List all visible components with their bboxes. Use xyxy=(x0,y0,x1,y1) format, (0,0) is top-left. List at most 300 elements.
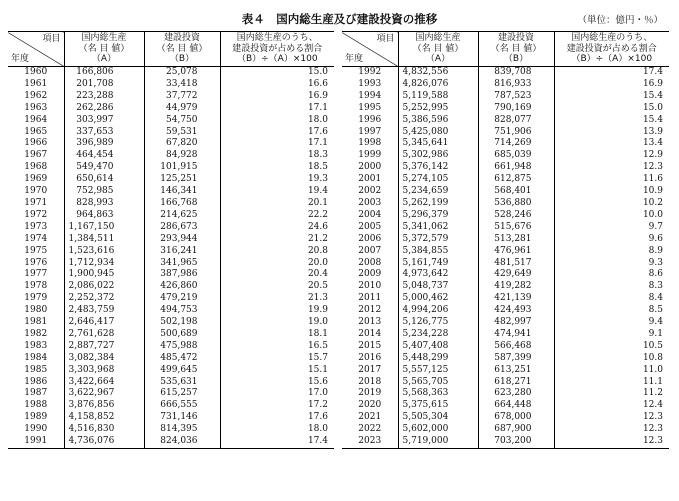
table-row xyxy=(8,365,334,377)
gdp-cell: 3,876,856 xyxy=(64,400,144,412)
investment-cell: 500,689 xyxy=(144,329,220,341)
investment-cell: 387,986 xyxy=(144,269,220,281)
year-cell: 2022 xyxy=(358,424,382,435)
table-left-body xyxy=(8,67,334,449)
year-cell: 1960 xyxy=(24,67,48,77)
investment-cell: 424,493 xyxy=(478,305,554,317)
investment-cell: 828,077 xyxy=(478,115,554,127)
investment-cell: 341,965 xyxy=(144,258,220,270)
header-share-line3: （B）÷（A）×100 xyxy=(571,54,653,65)
share-cell: 19.0 xyxy=(220,317,334,329)
investment-cell: 494,753 xyxy=(144,305,220,317)
table-row xyxy=(8,127,334,139)
table-right-body xyxy=(342,67,669,449)
year-cell: 2002 xyxy=(358,186,382,197)
investment-cell: 824,036 xyxy=(144,436,220,448)
header-gdp-line3: （A） xyxy=(91,54,117,65)
table-row xyxy=(8,186,334,198)
investment-cell: 515,676 xyxy=(478,222,554,234)
gdp-cell: 5,302,986 xyxy=(398,150,478,162)
investment-cell: 429,649 xyxy=(478,269,554,281)
share-cell: 17.2 xyxy=(220,400,334,412)
table-row xyxy=(8,222,334,234)
year-cell: 1992 xyxy=(358,67,382,77)
header-inv-line3: （B） xyxy=(503,54,529,65)
share-cell: 15.7 xyxy=(220,353,334,365)
investment-cell: 166,768 xyxy=(144,198,220,210)
share-cell: 15.4 xyxy=(554,115,669,127)
table-row xyxy=(8,412,334,424)
investment-cell: 814,395 xyxy=(144,424,220,436)
share-cell: 16.9 xyxy=(220,91,334,103)
share-cell: 9.7 xyxy=(554,222,669,234)
header-share-line2: 建設投資が占める割合 xyxy=(232,43,323,54)
gdp-cell: 650,614 xyxy=(64,174,144,186)
gdp-cell: 3,622,967 xyxy=(64,388,144,400)
investment-cell: 44,979 xyxy=(144,103,220,115)
investment-cell: 816,933 xyxy=(478,79,554,91)
share-cell: 22.2 xyxy=(220,210,334,222)
investment-cell: 666,555 xyxy=(144,400,220,412)
header-share-line3: （B）÷（A）×100 xyxy=(236,54,318,65)
year-cell: 1997 xyxy=(358,126,382,137)
investment-cell: 59,531 xyxy=(144,127,220,139)
table-row xyxy=(342,67,669,79)
year-cell: 1982 xyxy=(24,328,48,339)
gdp-cell: 3,303,968 xyxy=(64,365,144,377)
year-cell: 2010 xyxy=(358,281,382,292)
year-cell: 2011 xyxy=(358,293,382,304)
investment-cell: 476,961 xyxy=(478,246,554,258)
table-row xyxy=(342,150,669,162)
gdp-cell: 828,993 xyxy=(64,198,144,210)
gdp-cell: 262,286 xyxy=(64,103,144,115)
investment-cell: 485,472 xyxy=(144,353,220,365)
table-row xyxy=(8,400,334,412)
table-row xyxy=(342,258,669,270)
share-cell: 10.5 xyxy=(554,341,669,353)
share-cell: 9.4 xyxy=(554,317,669,329)
year-cell: 1971 xyxy=(24,197,48,208)
gdp-cell: 201,708 xyxy=(64,79,144,91)
gdp-cell: 549,470 xyxy=(64,162,144,174)
table-row xyxy=(8,79,334,91)
year-cell: 1965 xyxy=(24,126,48,137)
investment-cell: 751,906 xyxy=(478,127,554,139)
table-row xyxy=(8,198,334,210)
header-gdp xyxy=(398,32,478,67)
year-cell: 2003 xyxy=(358,197,382,208)
gdp-cell: 1,384,511 xyxy=(64,234,144,246)
header-share xyxy=(554,32,669,67)
share-cell: 18.0 xyxy=(220,424,334,436)
share-cell: 10.8 xyxy=(554,353,669,365)
share-cell: 19.3 xyxy=(220,174,334,186)
gdp-cell: 5,565,705 xyxy=(398,377,478,389)
table-row xyxy=(342,377,669,389)
investment-cell: 54,750 xyxy=(144,115,220,127)
header-share-line1: 国内総生産のうち、 xyxy=(571,33,653,44)
year-cell: 1975 xyxy=(24,245,48,256)
share-cell: 8.5 xyxy=(554,305,669,317)
table-row xyxy=(342,305,669,317)
investment-cell: 615,257 xyxy=(144,388,220,400)
table-row xyxy=(8,317,334,329)
gdp-cell: 5,448,299 xyxy=(398,353,478,365)
table-row xyxy=(342,186,669,198)
gdp-cell: 5,719,000 xyxy=(398,436,478,448)
share-cell: 18.5 xyxy=(220,162,334,174)
table-row xyxy=(342,138,669,150)
year-cell: 1969 xyxy=(24,174,48,185)
share-cell: 12.3 xyxy=(554,412,669,424)
table-row xyxy=(342,234,669,246)
table-row xyxy=(8,436,334,448)
table-row xyxy=(8,353,334,365)
year-cell: 1967 xyxy=(24,150,48,161)
gdp-cell: 5,602,000 xyxy=(398,424,478,436)
table-row xyxy=(8,258,334,270)
investment-cell: 101,915 xyxy=(144,162,220,174)
table-row xyxy=(342,400,669,412)
year-cell: 1980 xyxy=(24,305,48,316)
year-cell: 1976 xyxy=(24,257,48,268)
share-cell: 8.6 xyxy=(554,269,669,281)
year-cell: 2015 xyxy=(358,340,382,351)
gdp-cell: 4,832,556 xyxy=(398,67,478,79)
table-row xyxy=(342,198,669,210)
year-cell: 1994 xyxy=(358,90,382,101)
year-cell: 2005 xyxy=(358,221,382,232)
gdp-cell: 5,568,363 xyxy=(398,388,478,400)
investment-cell: 714,269 xyxy=(478,138,554,150)
gdp-cell: 303,997 xyxy=(64,115,144,127)
table-row xyxy=(342,424,669,436)
gdp-cell: 5,262,199 xyxy=(398,198,478,210)
share-cell: 17.1 xyxy=(220,103,334,115)
investment-cell: 426,860 xyxy=(144,281,220,293)
year-cell: 2012 xyxy=(358,305,382,316)
investment-cell: 286,673 xyxy=(144,222,220,234)
share-cell: 17.4 xyxy=(554,67,669,79)
share-cell: 20.4 xyxy=(220,269,334,281)
year-cell: 1991 xyxy=(24,436,48,447)
table-row xyxy=(342,365,669,377)
share-cell: 16.9 xyxy=(554,79,669,91)
gdp-cell: 4,736,076 xyxy=(64,436,144,448)
year-cell: 1964 xyxy=(24,114,48,125)
year-cell: 1972 xyxy=(24,209,48,220)
gdp-cell: 223,288 xyxy=(64,91,144,103)
table-row xyxy=(8,67,334,79)
header-item-label: 項目 xyxy=(376,34,395,44)
share-cell: 11.2 xyxy=(554,388,669,400)
year-cell: 2017 xyxy=(358,364,382,375)
table-row xyxy=(8,150,334,162)
gdp-cell: 5,384,855 xyxy=(398,246,478,258)
table-row xyxy=(8,341,334,353)
gdp-cell: 4,516,830 xyxy=(64,424,144,436)
gdp-cell: 337,653 xyxy=(64,127,144,139)
year-cell: 1961 xyxy=(24,78,48,89)
header-year-label: 年度 xyxy=(345,53,364,64)
investment-cell: 568,401 xyxy=(478,186,554,198)
table-row xyxy=(8,329,334,341)
investment-cell: 612,875 xyxy=(478,174,554,186)
header-inv-line2: （名 目 値） xyxy=(156,43,208,54)
header-item-year xyxy=(8,32,64,67)
year-cell: 2004 xyxy=(358,209,382,220)
gdp-cell: 5,234,228 xyxy=(398,329,478,341)
unit-note: （単位：億円・％） xyxy=(577,15,663,26)
share-cell: 8.9 xyxy=(554,246,669,258)
gdp-cell: 1,523,616 xyxy=(64,246,144,258)
table-right xyxy=(342,31,669,449)
table-row xyxy=(342,353,669,365)
table-row xyxy=(8,174,334,186)
header-share-line1: 国内総生産のうち、 xyxy=(236,33,318,44)
investment-cell: 661,948 xyxy=(478,162,554,174)
gdp-cell: 964,863 xyxy=(64,210,144,222)
investment-cell: 587,399 xyxy=(478,353,554,365)
year-cell: 2014 xyxy=(358,328,382,339)
year-cell: 1984 xyxy=(24,352,48,363)
gdp-cell: 2,761,628 xyxy=(64,329,144,341)
header-gdp xyxy=(64,32,144,67)
table-row xyxy=(342,162,669,174)
table-row xyxy=(342,281,669,293)
year-cell: 1981 xyxy=(24,317,48,328)
table-row xyxy=(8,115,334,127)
investment-cell: 678,000 xyxy=(478,412,554,424)
investment-cell: 787,523 xyxy=(478,91,554,103)
gdp-cell: 5,234,659 xyxy=(398,186,478,198)
table-row xyxy=(342,79,669,91)
table-row xyxy=(342,293,669,305)
year-cell: 2018 xyxy=(358,376,382,387)
year-cell: 2016 xyxy=(358,352,382,363)
investment-cell: 513,281 xyxy=(478,234,554,246)
gdp-cell: 2,646,417 xyxy=(64,317,144,329)
share-cell: 20.5 xyxy=(220,281,334,293)
investment-cell: 84,928 xyxy=(144,150,220,162)
investment-cell: 685,039 xyxy=(478,150,554,162)
header-inv-line3: （B） xyxy=(169,54,195,65)
year-cell: 2019 xyxy=(358,388,382,399)
share-cell: 11.1 xyxy=(554,377,669,389)
share-cell: 18.3 xyxy=(220,150,334,162)
year-cell: 1970 xyxy=(24,186,48,197)
gdp-cell: 5,557,125 xyxy=(398,365,478,377)
share-cell: 9.1 xyxy=(554,329,669,341)
share-cell: 20.1 xyxy=(220,198,334,210)
share-cell: 18.1 xyxy=(220,329,334,341)
investment-cell: 475,988 xyxy=(144,341,220,353)
year-cell: 1974 xyxy=(24,233,48,244)
share-cell: 17.6 xyxy=(220,127,334,139)
year-cell: 1985 xyxy=(24,364,48,375)
share-cell: 18.0 xyxy=(220,115,334,127)
share-cell: 13.4 xyxy=(554,138,669,150)
year-cell: 1962 xyxy=(24,90,48,101)
year-cell: 2009 xyxy=(358,269,382,280)
investment-cell: 481,517 xyxy=(478,258,554,270)
year-cell: 2020 xyxy=(358,400,382,411)
table-row xyxy=(8,210,334,222)
year-cell: 2021 xyxy=(358,412,382,423)
year-cell: 1968 xyxy=(24,162,48,173)
year-cell: 1986 xyxy=(24,376,48,387)
gdp-cell: 5,000,462 xyxy=(398,293,478,305)
investment-cell: 25,078 xyxy=(144,67,220,79)
investment-cell: 790,169 xyxy=(478,103,554,115)
table-row xyxy=(342,91,669,103)
share-cell: 19.9 xyxy=(220,305,334,317)
investment-cell: 316,241 xyxy=(144,246,220,258)
investment-cell: 421,139 xyxy=(478,293,554,305)
investment-cell: 536,880 xyxy=(478,198,554,210)
table-row xyxy=(342,222,669,234)
year-cell: 1988 xyxy=(24,400,48,411)
investment-cell: 67,820 xyxy=(144,138,220,150)
gdp-cell: 5,341,062 xyxy=(398,222,478,234)
header-item-year xyxy=(342,32,398,67)
investment-cell: 146,341 xyxy=(144,186,220,198)
year-cell: 1998 xyxy=(358,138,382,149)
investment-cell: 33,418 xyxy=(144,79,220,91)
share-cell: 10.0 xyxy=(554,210,669,222)
share-cell: 17.4 xyxy=(220,436,334,448)
header-inv-line2: （名 目 値） xyxy=(490,43,542,54)
share-cell: 19.4 xyxy=(220,186,334,198)
year-cell: 1978 xyxy=(24,281,48,292)
year-cell: 1987 xyxy=(24,388,48,399)
gdp-cell: 5,296,379 xyxy=(398,210,478,222)
investment-cell: 214,625 xyxy=(144,210,220,222)
gdp-cell: 5,048,737 xyxy=(398,281,478,293)
year-cell: 1990 xyxy=(24,424,48,435)
share-cell: 20.8 xyxy=(220,246,334,258)
table-row xyxy=(342,412,669,424)
investment-cell: 482,997 xyxy=(478,317,554,329)
gdp-cell: 1,900,945 xyxy=(64,269,144,281)
share-cell: 10.2 xyxy=(554,198,669,210)
share-cell: 24.6 xyxy=(220,222,334,234)
gdp-cell: 5,119,588 xyxy=(398,91,478,103)
table-row xyxy=(342,329,669,341)
share-cell: 16.5 xyxy=(220,341,334,353)
year-cell: 1963 xyxy=(24,102,48,113)
investment-cell: 731,146 xyxy=(144,412,220,424)
share-cell: 12.3 xyxy=(554,162,669,174)
gdp-cell: 2,483,759 xyxy=(64,305,144,317)
gdp-cell: 5,375,615 xyxy=(398,400,478,412)
table-row xyxy=(342,127,669,139)
year-cell: 1966 xyxy=(24,138,48,149)
investment-cell: 623,280 xyxy=(478,388,554,400)
gdp-cell: 5,372,579 xyxy=(398,234,478,246)
table-row xyxy=(342,174,669,186)
share-cell: 12.9 xyxy=(554,150,669,162)
table-row xyxy=(342,269,669,281)
share-cell: 17.6 xyxy=(220,412,334,424)
gdp-cell: 166,806 xyxy=(64,67,144,79)
table-left xyxy=(8,31,334,449)
share-cell: 20.0 xyxy=(220,258,334,270)
investment-cell: 528,246 xyxy=(478,210,554,222)
gdp-cell: 752,985 xyxy=(64,186,144,198)
share-cell: 17.1 xyxy=(220,138,334,150)
share-cell: 13.9 xyxy=(554,127,669,139)
header-gdp-line2: （名 目 値） xyxy=(412,43,464,54)
table-row xyxy=(8,424,334,436)
header-investment xyxy=(144,32,220,67)
table-row xyxy=(342,246,669,258)
share-cell: 17.0 xyxy=(220,388,334,400)
year-cell: 2023 xyxy=(358,436,382,447)
table-row xyxy=(8,103,334,115)
investment-cell: 293,944 xyxy=(144,234,220,246)
table-row xyxy=(8,305,334,317)
header-gdp-line2: （名 目 値） xyxy=(78,43,130,54)
table-row xyxy=(342,388,669,400)
share-cell: 15.0 xyxy=(554,103,669,115)
gdp-cell: 4,158,852 xyxy=(64,412,144,424)
table-row xyxy=(8,162,334,174)
header-share-line2: 建設投資が占める割合 xyxy=(566,43,657,54)
investment-cell: 474,941 xyxy=(478,329,554,341)
gdp-cell: 3,082,384 xyxy=(64,353,144,365)
share-cell: 12.3 xyxy=(554,436,669,448)
header-gdp-line1: 国内総生産 xyxy=(415,33,461,44)
table-row xyxy=(8,234,334,246)
investment-cell: 125,251 xyxy=(144,174,220,186)
share-cell: 11.0 xyxy=(554,365,669,377)
table-row xyxy=(8,388,334,400)
year-cell: 1973 xyxy=(24,221,48,232)
share-cell: 12.3 xyxy=(554,424,669,436)
table-row xyxy=(8,246,334,258)
gdp-cell: 5,505,304 xyxy=(398,412,478,424)
header-item-label: 項目 xyxy=(42,34,61,44)
header-gdp-line3: （A） xyxy=(425,54,451,65)
year-cell: 2006 xyxy=(358,233,382,244)
table-row xyxy=(8,269,334,281)
investment-cell: 502,198 xyxy=(144,317,220,329)
share-cell: 15.1 xyxy=(220,365,334,377)
gdp-cell: 464,454 xyxy=(64,150,144,162)
table-row xyxy=(342,317,669,329)
share-cell: 15.4 xyxy=(554,91,669,103)
gdp-cell: 1,167,150 xyxy=(64,222,144,234)
investment-cell: 839,708 xyxy=(478,67,554,79)
year-cell: 1977 xyxy=(24,269,48,280)
gdp-cell: 5,386,596 xyxy=(398,115,478,127)
year-cell: 1995 xyxy=(358,102,382,113)
investment-cell: 613,251 xyxy=(478,365,554,377)
share-cell: 9.3 xyxy=(554,258,669,270)
share-cell: 21.3 xyxy=(220,293,334,305)
share-cell: 8.3 xyxy=(554,281,669,293)
investment-cell: 664,448 xyxy=(478,400,554,412)
gdp-cell: 5,376,142 xyxy=(398,162,478,174)
gdp-cell: 1,712,934 xyxy=(64,258,144,270)
share-cell: 9.6 xyxy=(554,234,669,246)
investment-cell: 535,631 xyxy=(144,377,220,389)
share-cell: 15.6 xyxy=(220,377,334,389)
gdp-cell: 4,973,642 xyxy=(398,269,478,281)
table-row xyxy=(8,293,334,305)
